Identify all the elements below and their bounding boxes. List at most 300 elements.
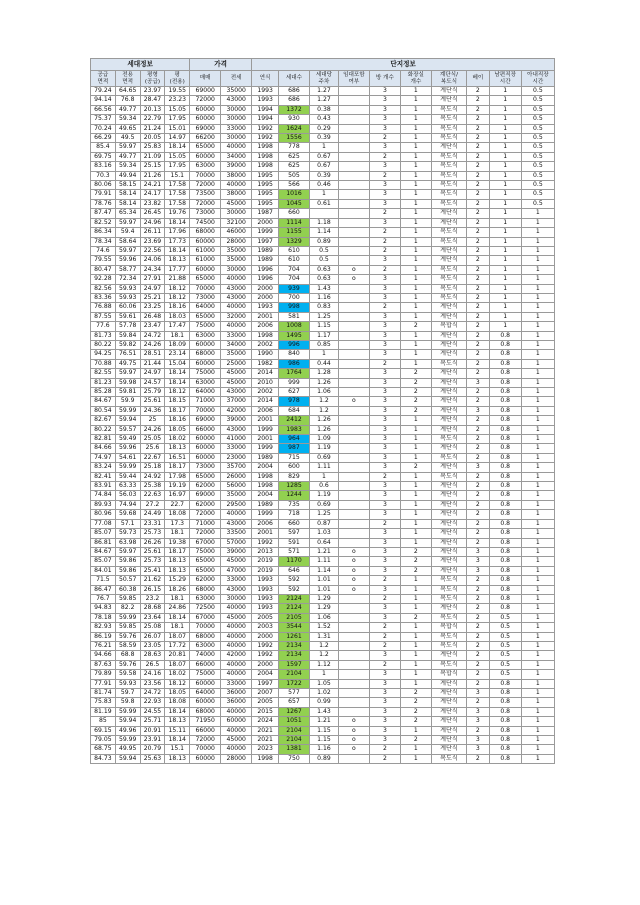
table-cell[interactable] [338,491,369,500]
table-cell[interactable]: 72000 [190,96,221,105]
table-cell[interactable]: 1.26 [309,416,338,425]
table-cell[interactable]: 1.21 [309,547,338,556]
table-cell[interactable] [338,303,369,312]
table-cell[interactable]: 24.72 [140,331,165,340]
table-cell[interactable]: 82.81 [91,435,116,444]
table-cell[interactable]: 2 [369,576,400,585]
table-cell[interactable]: 0.8 [489,340,521,349]
table-cell[interactable]: 778 [279,143,310,152]
table-cell[interactable]: 2 [369,359,400,368]
table-cell[interactable]: 59.99 [115,463,140,472]
table-cell[interactable]: 18.16 [165,303,190,312]
table-cell[interactable]: 18.15 [165,397,190,406]
table-cell[interactable]: 18.13 [165,566,190,575]
table-cell[interactable]: 22.63 [140,491,165,500]
table-cell[interactable]: 18.17 [165,406,190,415]
table-cell[interactable]: 복도식 [431,199,466,208]
table-cell[interactable]: 1 [521,717,554,726]
table-cell[interactable]: 복합식 [431,623,466,632]
table-cell[interactable]: 복도식 [431,293,466,302]
table-cell[interactable]: 17.73 [165,237,190,246]
table-cell[interactable]: 69000 [190,87,221,96]
table-cell[interactable]: 2 [369,303,400,312]
table-cell[interactable]: 계단식 [431,679,466,688]
table-cell[interactable]: 686 [279,96,310,105]
table-cell[interactable]: 704 [279,265,310,274]
table-cell[interactable]: 계단식 [431,256,466,265]
table-cell[interactable]: 28.68 [140,604,165,613]
table-cell[interactable]: 2 [369,152,400,161]
table-cell[interactable]: 80.22 [91,340,116,349]
table-cell[interactable]: 72000 [190,510,221,519]
table-cell[interactable]: 68000 [190,707,221,716]
table-cell[interactable]: 1 [521,613,554,622]
table-cell[interactable]: 59.96 [115,444,140,453]
table-cell[interactable]: 63000 [190,378,221,387]
table-cell[interactable]: 2 [466,594,489,603]
table-cell[interactable]: 1 [400,105,431,114]
table-cell[interactable]: 2 [466,472,489,481]
table-cell[interactable]: 83.91 [91,482,116,491]
table-cell[interactable]: 2 [466,303,489,312]
table-cell[interactable]: 625 [279,152,310,161]
table-cell[interactable]: 1 [521,736,554,745]
table-cell[interactable]: 38000 [221,190,252,199]
table-cell[interactable]: 1 [309,350,338,359]
table-cell[interactable]: 1.21 [309,717,338,726]
table-cell[interactable]: 3 [466,406,489,415]
table-cell[interactable]: 3 [466,378,489,387]
table-cell[interactable]: 25.6 [140,444,165,453]
table-cell[interactable]: 1 [489,228,521,237]
table-cell[interactable]: 0.8 [489,557,521,566]
table-cell[interactable]: 0.8 [489,378,521,387]
table-cell[interactable]: 40000 [221,322,252,331]
table-cell[interactable]: 1 [521,604,554,613]
table-cell[interactable]: 1.02 [309,689,338,698]
table-cell[interactable]: 15.1 [165,745,190,754]
table-cell[interactable]: 1 [489,96,521,105]
table-cell[interactable]: 계단식 [431,87,466,96]
table-cell[interactable]: 2 [369,134,400,143]
table-cell[interactable]: 64.65 [115,87,140,96]
table-cell[interactable]: 1 [521,623,554,632]
table-cell[interactable]: 40000 [221,632,252,641]
table-cell[interactable]: 0.8 [489,707,521,716]
table-cell[interactable]: 계단식 [431,482,466,491]
table-cell[interactable]: 계단식 [431,736,466,745]
table-cell[interactable]: 1 [521,416,554,425]
table-cell[interactable]: 94.14 [91,96,116,105]
table-cell[interactable]: 2 [466,425,489,434]
table-cell[interactable]: 70000 [190,745,221,754]
table-cell[interactable]: 1.15 [309,322,338,331]
table-cell[interactable] [338,312,369,321]
table-cell[interactable]: 3 [369,284,400,293]
table-cell[interactable]: 2104 [279,736,310,745]
table-cell[interactable] [338,96,369,105]
table-cell[interactable]: 2 [466,275,489,284]
table-cell[interactable]: 86.19 [91,632,116,641]
table-cell[interactable]: 45000 [221,369,252,378]
table-cell[interactable]: 45000 [221,378,252,387]
table-cell[interactable]: 복도식 [431,152,466,161]
table-cell[interactable]: 1.06 [309,388,338,397]
table-cell[interactable]: 59.97 [115,547,140,556]
table-cell[interactable]: 978 [279,397,310,406]
table-cell[interactable]: 0.8 [489,576,521,585]
table-cell[interactable]: 57000 [221,538,252,547]
table-cell[interactable]: 2 [466,105,489,114]
table-cell[interactable]: 39000 [221,416,252,425]
table-cell[interactable]: 17.98 [165,472,190,481]
table-cell[interactable]: 1.31 [309,632,338,641]
table-cell[interactable]: 49.5 [115,134,140,143]
table-cell[interactable]: 1 [521,425,554,434]
table-cell[interactable]: 0.8 [489,472,521,481]
table-cell[interactable]: 23.14 [165,350,190,359]
table-cell[interactable]: 0.8 [489,482,521,491]
table-cell[interactable]: 82.93 [91,623,116,632]
table-cell[interactable]: 2014 [252,369,279,378]
table-cell[interactable]: 2 [466,209,489,218]
table-cell[interactable]: 2000 [252,284,279,293]
table-cell[interactable] [338,623,369,632]
table-cell[interactable]: 1 [521,491,554,500]
table-cell[interactable]: 24.34 [140,265,165,274]
table-cell[interactable]: 59.94 [115,416,140,425]
table-cell[interactable]: 1 [400,303,431,312]
table-cell[interactable]: 505 [279,171,310,180]
table-cell[interactable]: 2 [466,218,489,227]
table-cell[interactable]: 1 [309,143,338,152]
table-cell[interactable]: 2 [466,331,489,340]
table-cell[interactable]: 60.06 [115,303,140,312]
table-cell[interactable]: 2 [466,134,489,143]
table-cell[interactable]: 49.95 [115,745,140,754]
table-cell[interactable]: 77.6 [91,322,116,331]
table-cell[interactable] [338,284,369,293]
table-cell[interactable]: 64000 [190,303,221,312]
table-cell[interactable]: 30000 [221,265,252,274]
table-cell[interactable]: 3 [369,679,400,688]
table-cell[interactable]: 23000 [221,453,252,462]
table-cell[interactable]: 2 [369,228,400,237]
table-cell[interactable]: 2005 [252,613,279,622]
table-cell[interactable]: 계단식 [431,698,466,707]
table-cell[interactable]: 3 [466,717,489,726]
table-cell[interactable]: 2124 [279,594,310,603]
table-cell[interactable] [338,689,369,698]
table-cell[interactable]: 계단식 [431,500,466,509]
table-cell[interactable]: 1 [521,547,554,556]
table-cell[interactable]: 24.96 [140,218,165,227]
table-cell[interactable]: 1 [521,557,554,566]
table-cell[interactable]: 2007 [252,689,279,698]
table-cell[interactable]: 3 [369,181,400,190]
table-cell[interactable]: 59.57 [115,425,140,434]
table-cell[interactable]: 35700 [221,463,252,472]
table-cell[interactable]: 62000 [190,576,221,585]
table-cell[interactable]: 2024 [252,717,279,726]
table-cell[interactable]: 2 [466,237,489,246]
table-cell[interactable] [338,369,369,378]
table-cell[interactable]: 63000 [190,162,221,171]
table-cell[interactable]: 15.01 [165,124,190,133]
table-cell[interactable]: 2001 [252,312,279,321]
table-cell[interactable]: 89.93 [91,500,116,509]
table-cell[interactable]: 45000 [221,736,252,745]
table-cell[interactable]: 56000 [221,482,252,491]
table-cell[interactable]: 24.86 [165,604,190,613]
table-cell[interactable]: 1989 [252,256,279,265]
table-cell[interactable]: 76.8 [115,96,140,105]
table-cell[interactable]: 2 [466,199,489,208]
table-cell[interactable]: 2001 [252,529,279,538]
table-cell[interactable]: 28.51 [140,350,165,359]
table-cell[interactable]: 1998 [252,754,279,763]
table-cell[interactable]: 829 [279,472,310,481]
table-cell[interactable]: 26000 [221,472,252,481]
table-cell[interactable]: 1 [400,641,431,650]
table-cell[interactable]: 2021 [252,736,279,745]
table-cell[interactable]: 2 [466,435,489,444]
table-cell[interactable]: 1 [521,218,554,227]
table-cell[interactable]: 40000 [221,275,252,284]
table-cell[interactable]: 998 [279,303,310,312]
table-cell[interactable]: 0.5 [489,632,521,641]
table-cell[interactable]: 75.37 [91,115,116,124]
table-cell[interactable]: 18.14 [165,613,190,622]
table-cell[interactable]: 58.77 [115,265,140,274]
table-cell[interactable]: 68.75 [91,745,116,754]
table-cell[interactable]: 43000 [221,293,252,302]
table-cell[interactable]: 23.82 [140,199,165,208]
table-cell[interactable]: 0.8 [489,689,521,698]
table-cell[interactable]: 1 [521,444,554,453]
table-cell[interactable]: 1.2 [309,397,338,406]
table-cell[interactable]: 1 [400,228,431,237]
table-cell[interactable]: 45000 [221,557,252,566]
table-cell[interactable]: 2021 [252,726,279,735]
table-cell[interactable]: 33000 [221,124,252,133]
table-cell[interactable]: 24.17 [140,190,165,199]
table-cell[interactable]: 73500 [190,190,221,199]
table-cell[interactable]: 2 [466,500,489,509]
table-cell[interactable]: 27.2 [140,500,165,509]
table-cell[interactable]: 59.98 [115,378,140,387]
table-cell[interactable]: 0.8 [489,585,521,594]
table-cell[interactable]: 0.67 [309,152,338,161]
table-cell[interactable] [338,670,369,679]
table-cell[interactable]: 1.2 [309,641,338,650]
table-cell[interactable]: 1 [521,453,554,462]
table-cell[interactable]: 1 [521,406,554,415]
table-cell[interactable]: 2 [369,754,400,763]
table-cell[interactable]: 1261 [279,632,310,641]
table-cell[interactable]: 37000 [221,397,252,406]
table-cell[interactable]: 86.81 [91,538,116,547]
table-cell[interactable]: o [338,726,369,735]
table-cell[interactable]: 49.94 [115,171,140,180]
table-cell[interactable]: 2004 [252,670,279,679]
table-cell[interactable]: 1 [521,303,554,312]
table-cell[interactable]: 1 [489,312,521,321]
table-cell[interactable]: 1 [400,359,431,368]
table-cell[interactable]: 79.05 [91,736,116,745]
table-cell[interactable]: 24.16 [140,670,165,679]
table-cell[interactable]: 1 [521,529,554,538]
table-cell[interactable]: 1.15 [309,736,338,745]
table-cell[interactable]: 2006 [252,519,279,528]
table-cell[interactable]: 1 [400,745,431,754]
table-cell[interactable]: 2 [466,171,489,180]
table-cell[interactable]: 1 [400,143,431,152]
table-cell[interactable]: 22.93 [140,698,165,707]
table-cell[interactable]: 1.52 [309,623,338,632]
table-cell[interactable]: 2006 [252,322,279,331]
table-cell[interactable]: 59.86 [115,566,140,575]
table-cell[interactable]: 0.8 [489,547,521,556]
table-cell[interactable]: 32000 [221,312,252,321]
table-cell[interactable]: 3 [369,256,400,265]
table-cell[interactable]: 23.47 [140,322,165,331]
table-cell[interactable]: 2005 [252,698,279,707]
table-cell[interactable]: 25.83 [140,143,165,152]
table-cell[interactable]: 2 [466,312,489,321]
table-cell[interactable]: 18.14 [165,707,190,716]
table-cell[interactable] [338,594,369,603]
table-cell[interactable]: 59.99 [115,707,140,716]
table-cell[interactable]: 1 [489,256,521,265]
table-cell[interactable]: 1993 [252,96,279,105]
table-cell[interactable]: 3 [369,670,400,679]
table-cell[interactable]: 17.95 [165,162,190,171]
table-cell[interactable]: 1 [489,181,521,190]
table-cell[interactable]: 1 [400,576,431,585]
table-cell[interactable]: 2 [466,482,489,491]
table-cell[interactable]: 2 [466,641,489,650]
table-cell[interactable]: 69000 [190,491,221,500]
table-cell[interactable]: 1998 [252,482,279,491]
table-cell[interactable]: 15.29 [165,576,190,585]
table-cell[interactable]: 0.8 [489,500,521,509]
table-cell[interactable]: 1.11 [309,557,338,566]
table-cell[interactable] [338,143,369,152]
table-cell[interactable]: 40000 [221,726,252,735]
table-cell[interactable]: 28.47 [140,96,165,105]
table-cell[interactable]: 60000 [190,105,221,114]
table-cell[interactable]: 2 [466,124,489,133]
table-cell[interactable]: 18.03 [165,312,190,321]
table-cell[interactable]: 94.25 [91,350,116,359]
table-cell[interactable]: 1 [400,670,431,679]
table-cell[interactable]: 1 [400,435,431,444]
table-cell[interactable]: 684 [279,406,310,415]
table-cell[interactable]: 26.07 [140,632,165,641]
table-cell[interactable]: 0.63 [309,275,338,284]
table-cell[interactable]: 83.24 [91,463,116,472]
table-cell[interactable] [338,134,369,143]
table-cell[interactable]: 1992 [252,124,279,133]
table-cell[interactable]: 59.58 [115,670,140,679]
table-cell[interactable]: 1722 [279,679,310,688]
table-cell[interactable]: 1624 [279,124,310,133]
table-cell[interactable]: 복도식 [431,275,466,284]
table-cell[interactable]: 40000 [221,660,252,669]
table-cell[interactable]: 2 [400,369,431,378]
table-cell[interactable]: 1 [521,228,554,237]
table-cell[interactable]: 계단식 [431,209,466,218]
table-cell[interactable]: 80.47 [91,265,116,274]
table-cell[interactable]: 1 [400,472,431,481]
table-cell[interactable]: 1008 [279,322,310,331]
table-cell[interactable]: 1996 [252,265,279,274]
table-cell[interactable]: 25.79 [140,388,165,397]
table-cell[interactable]: 1 [489,265,521,274]
table-cell[interactable] [338,482,369,491]
table-cell[interactable]: 2 [466,115,489,124]
table-cell[interactable]: 2001 [252,416,279,425]
table-cell[interactable]: 1 [521,378,554,387]
table-cell[interactable]: 2 [466,510,489,519]
table-cell[interactable]: 복도식 [431,435,466,444]
table-cell[interactable]: 59.93 [115,284,140,293]
table-cell[interactable]: 17.3 [165,519,190,528]
table-cell[interactable]: 1.26 [309,425,338,434]
table-cell[interactable]: 1 [489,218,521,227]
table-cell[interactable]: 60000 [190,698,221,707]
table-cell[interactable]: 58.15 [115,181,140,190]
table-cell[interactable]: 1372 [279,105,310,114]
table-cell[interactable]: 1.03 [309,529,338,538]
table-cell[interactable]: o [338,576,369,585]
table-cell[interactable]: 2 [466,293,489,302]
table-cell[interactable] [338,679,369,688]
table-cell[interactable] [338,707,369,716]
table-cell[interactable] [338,190,369,199]
table-cell[interactable]: 계단식 [431,707,466,716]
table-cell[interactable]: 1.43 [309,707,338,716]
table-cell[interactable]: 704 [279,275,310,284]
table-cell[interactable]: 1.29 [309,604,338,613]
table-cell[interactable]: 2 [400,707,431,716]
table-cell[interactable]: 24.26 [140,340,165,349]
table-cell[interactable]: 17.47 [165,322,190,331]
table-cell[interactable] [338,519,369,528]
table-cell[interactable]: 24.57 [140,378,165,387]
table-cell[interactable]: 23.91 [140,736,165,745]
table-cell[interactable]: 1 [521,340,554,349]
table-cell[interactable]: 69000 [190,416,221,425]
table-cell[interactable]: 계단식 [431,369,466,378]
table-cell[interactable]: 1 [400,594,431,603]
table-cell[interactable]: 1 [489,115,521,124]
table-cell[interactable]: 1 [309,670,338,679]
table-cell[interactable]: 18.02 [165,435,190,444]
table-cell[interactable]: 18.09 [165,340,190,349]
table-cell[interactable]: 1 [400,124,431,133]
table-cell[interactable]: 59.73 [115,529,140,538]
table-cell[interactable]: 28000 [221,237,252,246]
table-cell[interactable]: 0.5 [521,124,554,133]
table-cell[interactable]: 0.67 [309,162,338,171]
table-cell[interactable]: 75000 [190,322,221,331]
table-cell[interactable]: 15.11 [165,726,190,735]
table-cell[interactable]: 1997 [252,237,279,246]
table-cell[interactable]: 0.5 [521,152,554,161]
table-cell[interactable]: 71.5 [91,576,116,585]
